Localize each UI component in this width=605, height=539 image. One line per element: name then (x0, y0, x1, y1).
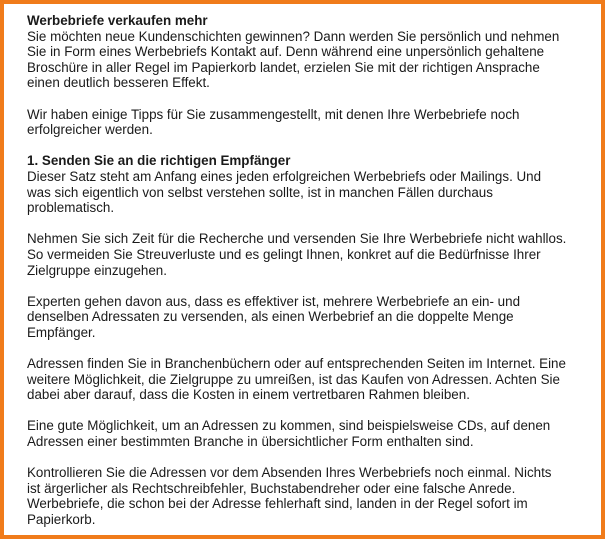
document-content (27, 13, 567, 539)
section-heading: 1. Senden Sie an die richtigen Empfänger (27, 153, 291, 169)
section-paragraph: Eine gute Möglichkeit, um an Adressen zu kommen, sind beispielsweise CDs, auf denen Adressen einer bestimmten Branche in übersichtlicher Form enthalten sind. (27, 418, 551, 450)
intro-paragraph: Sie möchten neue Kundenschichten gewinnen? Dann werden Sie persönlich und nehmen Sie in Form eines Werbebriefs Kontakt auf. Denn während eine unpersönlich gehaltene Broschüre in aller Regel im Papierkorb landet, erzielen Sie mit der richtigen Ansprache einen deutlich besseren Effekt. (27, 28, 560, 91)
section-paragraph: Experten gehen davon aus, dass es effektiver ist, mehrere Werbebriefe an ein- und denselben Adressaten zu versenden, als einen Werbebrief an die doppelte Menge Empfänger. (27, 293, 521, 340)
intro-paragraph: Wir haben einige Tipps für Sie zusammengestellt, mit denen Ihre Werbebriefe noch erfolgreicher werden. (27, 106, 520, 138)
section-paragraph: Dieser Satz steht am Anfang eines jeden erfolgreichen Werbebriefs oder Mailings. Und was sich eigentlich von selbst verstehen sollte, ist in manchen Fällen durchaus problematisch. (27, 168, 542, 216)
section-paragraph: Nehmen Sie sich Zeit für die Recherche und versenden Sie Ihre Werbebriefe nicht wahllos. So vermeiden Sie Streuverluste und es gelingt Ihnen, konkret auf die Bedürfnisse Ihrer Zielgruppe einzugehen. (27, 231, 567, 278)
page-title: Werbebriefe verkaufen mehr (27, 13, 208, 28)
section-paragraph: Kontrollieren Sie die Adressen vor dem Absenden Ihres Werbebriefs noch einmal. Nichts ist ärgerlicher als Rechtschreibfehler, Buchstabendreher oder eine falsche Anrede. Werbebriefe, die schon bei der Adresse fehlerhaft sind, landen in der Regel sofort im Papierkorb. (27, 465, 552, 527)
section-paragraph: Adressen finden Sie in Branchenbüchern oder auf entsprechenden Seiten im Internet. Eine weitere Möglichkeit, die Zielgruppe zu umreißen, ist das Kaufen von Adressen. Achten Sie dabei aber darauf, dass die Kosten in einem vertretbaren Rahmen bleiben. (27, 356, 566, 403)
